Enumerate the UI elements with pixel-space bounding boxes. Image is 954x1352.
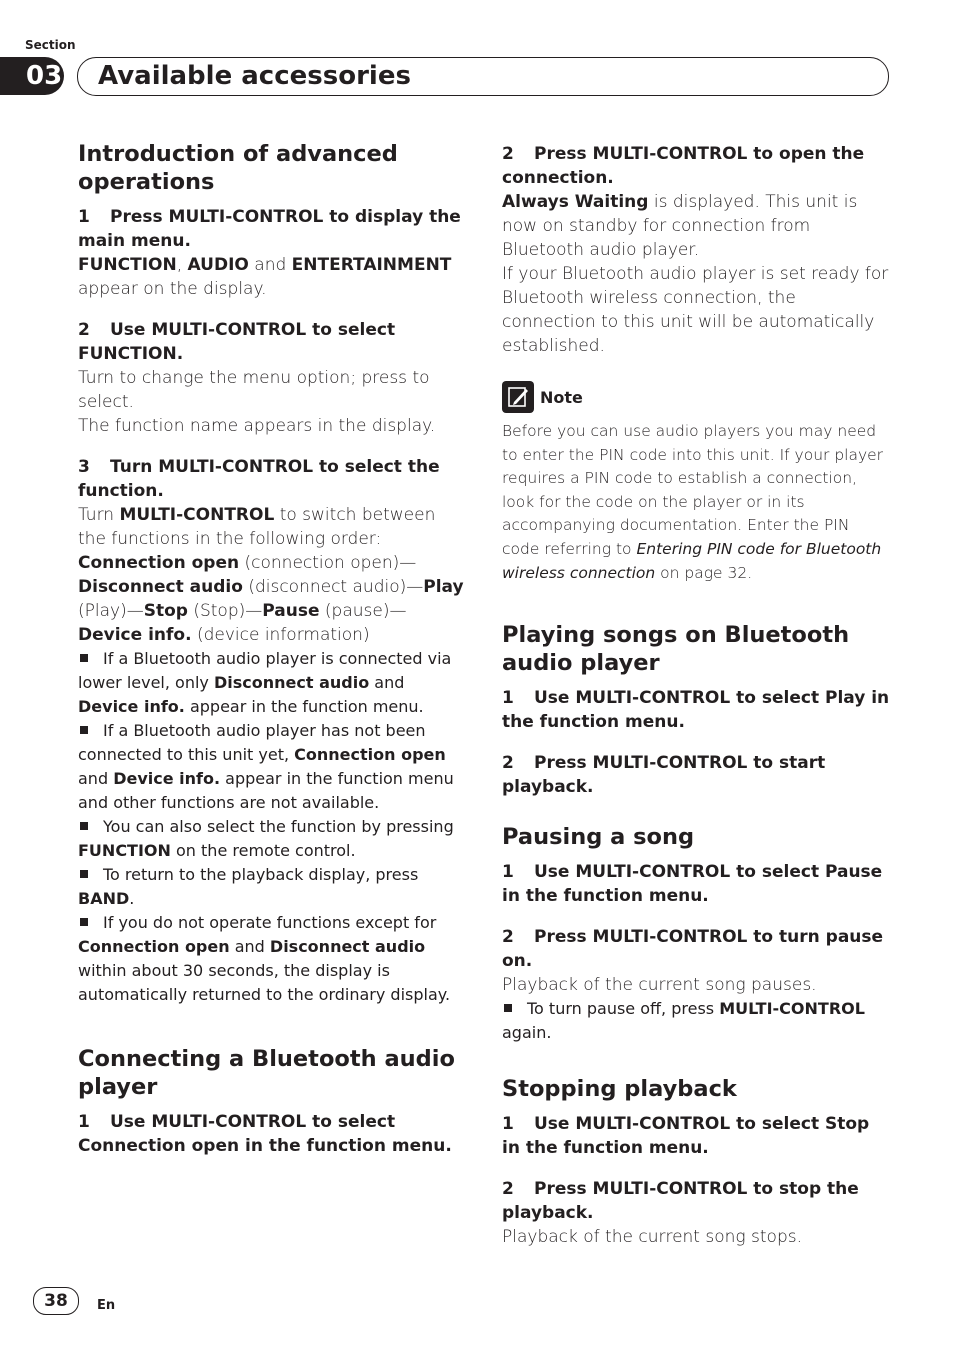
- bullet-lower-level: If a Bluetooth audio player is connected via lower level, only Disconnect audio and Device info. appear in the function menu.: [78, 649, 452, 716]
- note-text: Before you can use audio players you may need to enter the PIN code into this unit. If your player requires a PIN code to establish a connection, look for the code on the player or in its accompanying documentation. Enter the PIN code referring to Entering PIN code for Bluetooth wireless connection on page 32.: [502, 422, 884, 582]
- square-bullet-icon: [80, 918, 88, 926]
- connect-step-1: 1 Use MULTI-CONTROL to select Connection open in the function menu.: [78, 1112, 452, 1156]
- intro-step-1-body: FUNCTION, AUDIO and ENTERTAINMENT appear on the display.: [78, 255, 452, 299]
- bullet-pause-off: To turn pause off, press MULTI-CONTROL again.: [502, 999, 865, 1043]
- note-label: Note: [540, 387, 583, 407]
- pause-heading: Pausing a song: [502, 824, 695, 851]
- stop-heading: Stopping playback: [502, 1076, 737, 1103]
- pause-step-2: 2 Press MULTI-CONTROL to turn pause on.: [502, 927, 884, 972]
- square-bullet-icon: [80, 870, 88, 878]
- bullet-remote-control: You can also select the function by pressing FUNCTION on the remote control.: [78, 817, 454, 860]
- right-column: [502, 142, 890, 1249]
- pause-body: Playback of the current song pauses.: [502, 975, 817, 996]
- bullet-return-playback: To return to the playback display, press BAND.: [78, 865, 419, 908]
- section-label: Section: [25, 38, 76, 52]
- left-column: [78, 140, 468, 1158]
- square-bullet-icon: [80, 822, 88, 830]
- bullet-timeout: If you do not operate functions except for Connection open and Disconnect audio within about 30 seconds, the display is automatically returned to the ordinary display.: [78, 913, 451, 1004]
- stop-step-1: 1 Use MULTI-CONTROL to select Stop in the function menu.: [502, 1114, 870, 1159]
- intro-step-3-body: Turn MULTI-CONTROL to switch between the functions in the following order: Connection open (connection open)— Disconnect audio (disconnect audio)—Play (Play)—Stop (Stop)—Pause (pause)— Device info. (device information): [78, 505, 464, 645]
- bullet-not-connected: If a Bluetooth audio player has not been connected to this unit yet, Connection open and Device info. appear in the function menu and other functions are not available.: [78, 721, 454, 812]
- play-step-2: 2 Press MULTI-CONTROL to start playback.: [502, 753, 826, 798]
- section-title: Available accessories: [98, 61, 411, 91]
- square-bullet-icon: [80, 726, 88, 734]
- connect-heading: Connecting a Bluetooth audio player: [78, 1046, 455, 1100]
- intro-step-2-body-1: Turn to change the menu option; press to select.: [78, 368, 430, 412]
- note-header: [502, 380, 890, 414]
- stop-step-2: 2 Press MULTI-CONTROL to stop the playback.: [502, 1179, 859, 1224]
- play-heading: Playing songs on Bluetooth audio player: [502, 622, 850, 677]
- intro-step-2: 2 Use MULTI-CONTROL to select FUNCTION.: [78, 320, 396, 364]
- stop-body: Playback of the current song stops.: [502, 1227, 802, 1248]
- section-title-box: [77, 57, 889, 96]
- play-step-1: 1 Use MULTI-CONTROL to select Play in the function menu.: [502, 688, 890, 733]
- pencil-note-icon: [502, 381, 534, 413]
- language-code: En: [97, 1298, 116, 1313]
- pause-step-1: 1 Use MULTI-CONTROL to select Pause in the function menu.: [502, 862, 883, 907]
- intro-heading: Introduction of advanced operations: [78, 141, 398, 195]
- section-number-badge: 03: [0, 57, 64, 95]
- intro-step-1: 1 Press MULTI-CONTROL to display the main menu.: [78, 207, 461, 251]
- square-bullet-icon: [504, 1004, 512, 1012]
- intro-step-3: 3 Turn MULTI-CONTROL to select the function.: [78, 457, 440, 501]
- connect-step-2: 2 Press MULTI-CONTROL to open the connection.: [502, 144, 865, 188]
- page-number: 38: [33, 1287, 79, 1315]
- square-bullet-icon: [80, 654, 88, 662]
- connect-step-2-body-2: If your Bluetooth audio player is set ready for Bluetooth wireless connection, the connection to this unit will be automatically established.: [502, 264, 889, 356]
- intro-step-2-body-2: The function name appears in the display.: [78, 416, 436, 436]
- connect-step-2-body: Always Waiting is displayed. This unit is now on standby for connection from Bluetooth audio player.: [502, 192, 858, 260]
